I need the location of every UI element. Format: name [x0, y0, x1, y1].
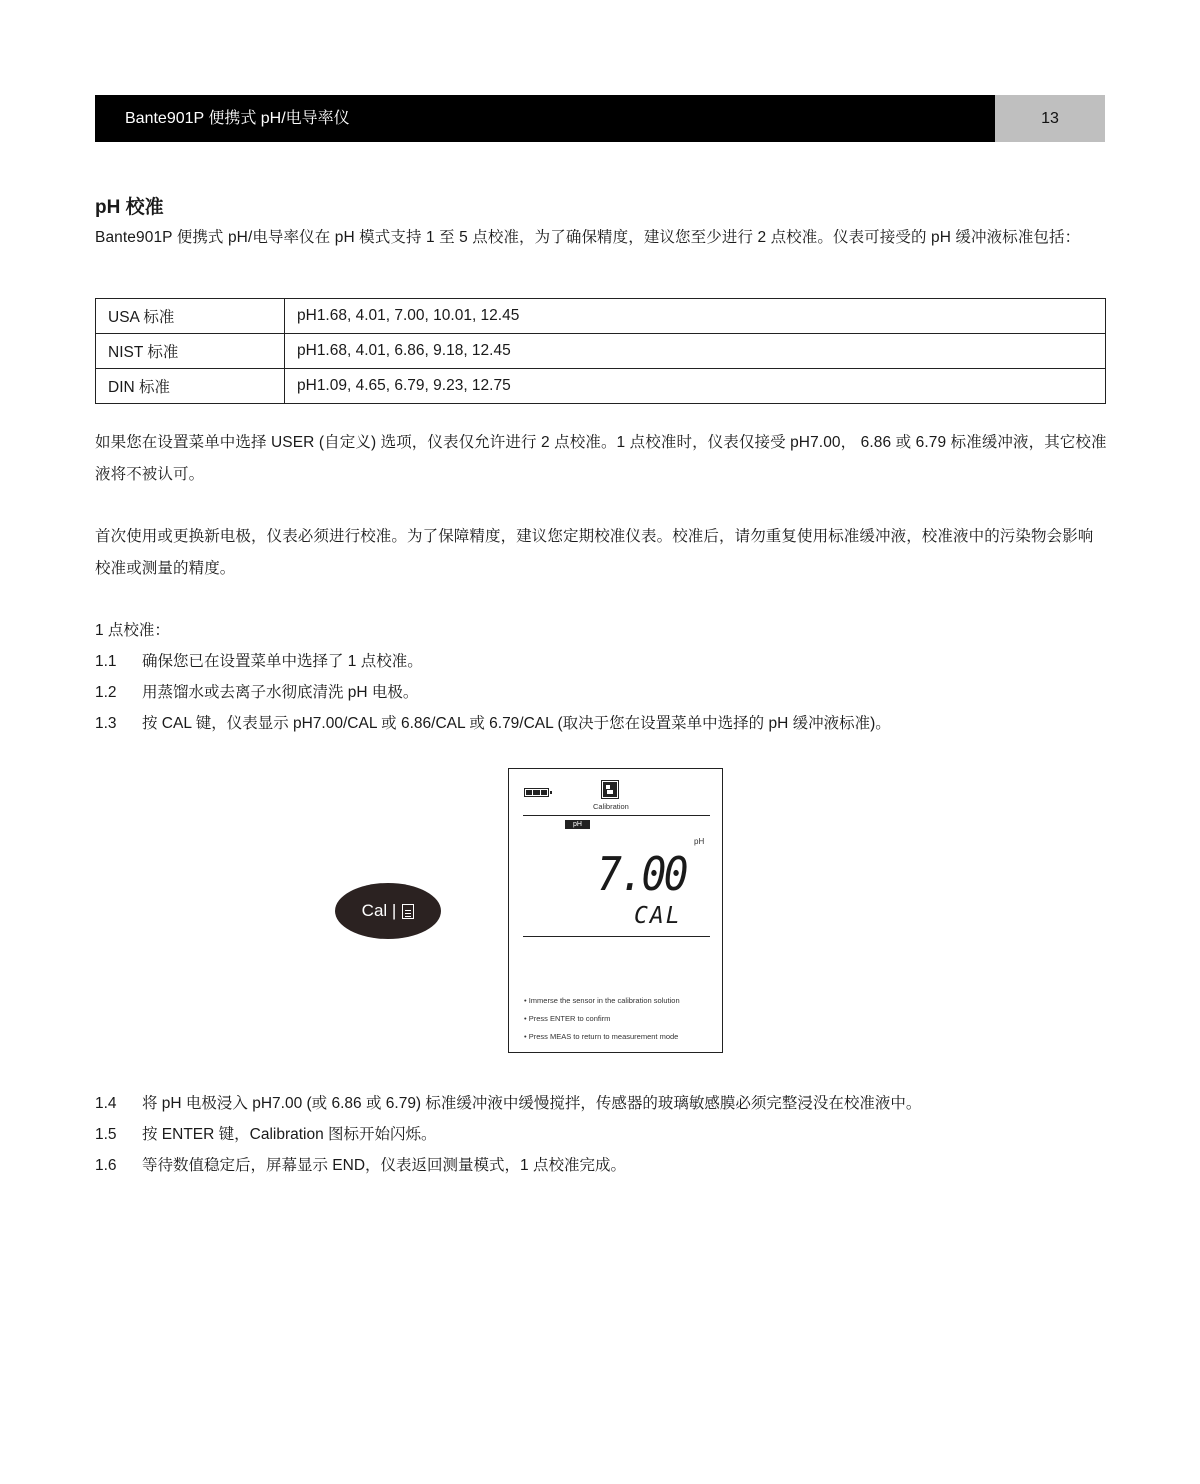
calibration-icon [601, 780, 619, 799]
standard-values: pH1.68, 4.01, 6.86, 9.18, 12.45 [285, 334, 1106, 369]
lcd-reading: 7.00 [597, 847, 686, 901]
section-title: pH 校准 [95, 197, 164, 218]
page-number: 13 [995, 95, 1105, 142]
divider [523, 936, 710, 937]
list-item: 1.4 将 pH 电极浸入 pH7.00 (或 6.86 或 6.79) 标准缓冲液中缓慢搅拌，传感器的玻璃敏感膜必须完整浸没在校准液中。 [95, 1095, 922, 1112]
lcd-instructions: • Immerse the sensor in the calibration solution • Press ENTER to confirm • Press MEAS to return to measurement mode [524, 996, 680, 1041]
table-row [96, 299, 1106, 334]
header-title: Bante901P 便携式 pH/电导率仪 [95, 95, 995, 142]
document-icon [402, 904, 414, 919]
table-row [96, 369, 1106, 404]
ph-mode-tag: pH [565, 820, 590, 829]
standard-name: USA 标准 [96, 299, 285, 334]
lcd-status: CAL [634, 903, 682, 929]
list-item: 1.5 按 ENTER 键，Calibration 图标开始闪烁。 [95, 1126, 437, 1143]
user-note-paragraph: 如果您在设置菜单中选择 USER (自定义) 选项，仪表仅允许进行 2 点校准。1 点校准时，仪表仅接受 pH7.00， 6.86 或 6.79 标准缓冲液，其它校准液将不被认可。 [95, 434, 1107, 483]
table-row [96, 334, 1106, 369]
lcd-screen-illustration [508, 768, 723, 1053]
list-item: 1.3 按 CAL 键，仪表显示 pH7.00/CAL 或 6.86/CAL 或 6.79/CAL (取决于您在设置菜单中选择的 pH 缓冲液标准)。 [95, 715, 891, 732]
calibration-label: Calibration [593, 802, 629, 811]
standard-name: DIN 标准 [96, 369, 285, 404]
steps-list-a [95, 615, 891, 739]
buffer-standards-table [95, 298, 1106, 404]
list-item: 1.2 用蒸馏水或去离子水彻底清洗 pH 电极。 [95, 684, 419, 701]
cal-key-illustration: Cal | [335, 883, 441, 939]
page-header [95, 95, 1105, 142]
standard-values: pH1.68, 4.01, 7.00, 10.01, 12.45 [285, 299, 1106, 334]
standard-name: NIST 标准 [96, 334, 285, 369]
first-use-paragraph: 首次使用或更换新电极，仪表必须进行校准。为了保障精度，建议您定期校准仪表。校准后，请勿重复使用标准缓冲液，校准液中的污染物会影响校准或测量的精度。 [95, 528, 1094, 577]
steps-heading: 1 点校准： [95, 622, 170, 639]
intro-paragraph: Bante901P 便携式 pH/电导率仪在 pH 模式支持 1 至 5 点校准，为了确保精度，建议您至少进行 2 点校准。仪表可接受的 pH 缓冲液标准包括： [95, 229, 1081, 246]
list-item: 1.6 等待数值稳定后，屏幕显示 END，仪表返回测量模式，1 点校准完成。 [95, 1157, 626, 1174]
standard-values: pH1.09, 4.65, 6.79, 9.23, 12.75 [285, 369, 1106, 404]
list-item: 1.1 确保您已在设置菜单中选择了 1 点校准。 [95, 653, 423, 670]
divider [523, 815, 710, 816]
unit-label: pH [694, 837, 705, 846]
steps-list-b [95, 1088, 921, 1181]
battery-full-icon [524, 788, 549, 797]
